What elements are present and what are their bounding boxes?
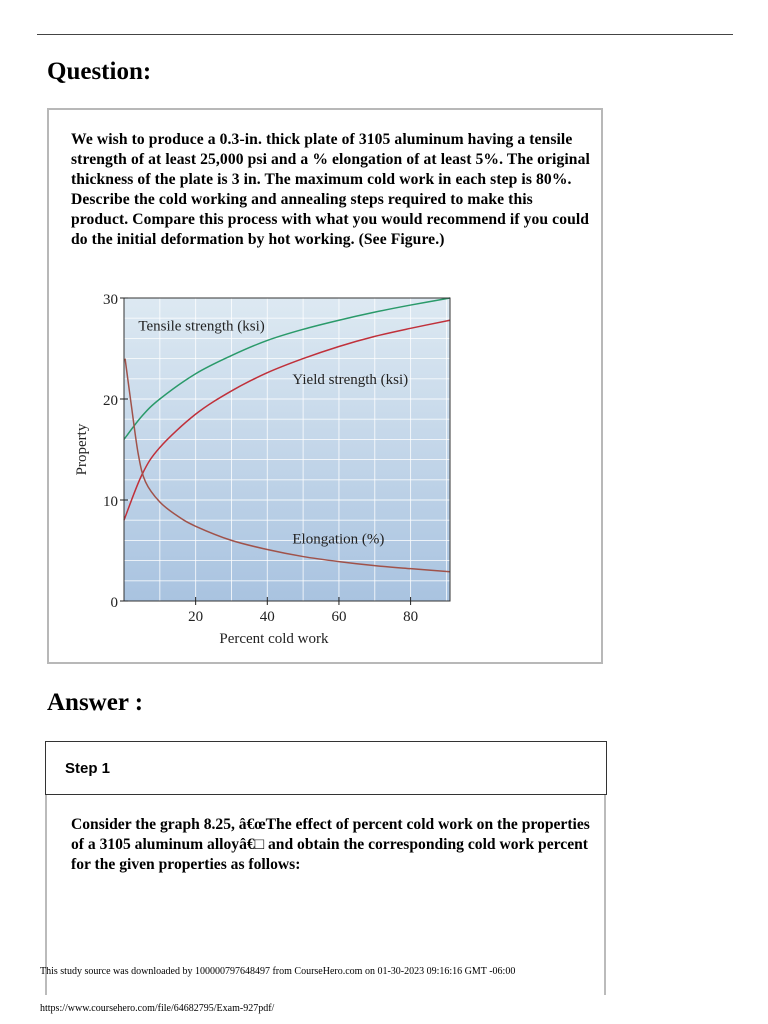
series-annotation: Elongation (%) xyxy=(292,531,385,548)
x-tick-label: 80 xyxy=(403,609,419,625)
answer-text: Consider the graph 8.25, â€œThe effect of percent cold work on the properties of a 3105 aluminum alloyâ€□ and obtain the corresponding cold work percent for the given properties as follows: xyxy=(71,816,590,873)
source-url[interactable]: https://www.coursehero.com/file/64682795/Exam-927pdf/ xyxy=(40,1003,275,1014)
x-tick-label: 40 xyxy=(259,609,275,625)
download-notice: This study source was downloaded by 100000797648497 from CourseHero.com on 01-30-2023 09:16:16 GMT -06:00 xyxy=(40,966,516,977)
question-heading: Question: xyxy=(47,58,152,85)
y-tick-label: 0 xyxy=(110,595,118,611)
top-rule xyxy=(37,34,733,35)
y-tick-label: 30 xyxy=(103,292,118,308)
x-tick-label: 60 xyxy=(331,609,347,625)
answer-box-right-border xyxy=(604,795,606,995)
step-label: Step 1 xyxy=(65,760,111,777)
y-tick-label: 10 xyxy=(103,494,118,510)
answer-box-left-border xyxy=(45,795,47,995)
answer-heading: Answer : xyxy=(47,689,144,716)
question-text: We wish to produce a 0.3-in. thick plate of 3105 aluminum having a tensile strength of at least 25,000 psi and a % elongation of at least 5%. The original thickness of the plate is 3 in. The maximum cold work in each step is 80%. Describe the cold working and annealing steps required to make this product. Compare this process with what you would recommend if you could do the initial deformation by hot working. (See Figure.) xyxy=(71,131,590,248)
series-annotation: Yield strength (ksi) xyxy=(292,371,409,388)
x-axis-label: Percent cold work xyxy=(219,631,329,647)
cold-work-chart xyxy=(66,282,466,652)
y-tick-label: 20 xyxy=(103,393,118,409)
x-tick-label: 20 xyxy=(188,609,204,625)
series-annotation: Tensile strength (ksi) xyxy=(138,318,265,335)
step-header xyxy=(45,741,607,795)
y-axis-label: Property xyxy=(74,423,90,476)
plot-area xyxy=(124,298,450,601)
